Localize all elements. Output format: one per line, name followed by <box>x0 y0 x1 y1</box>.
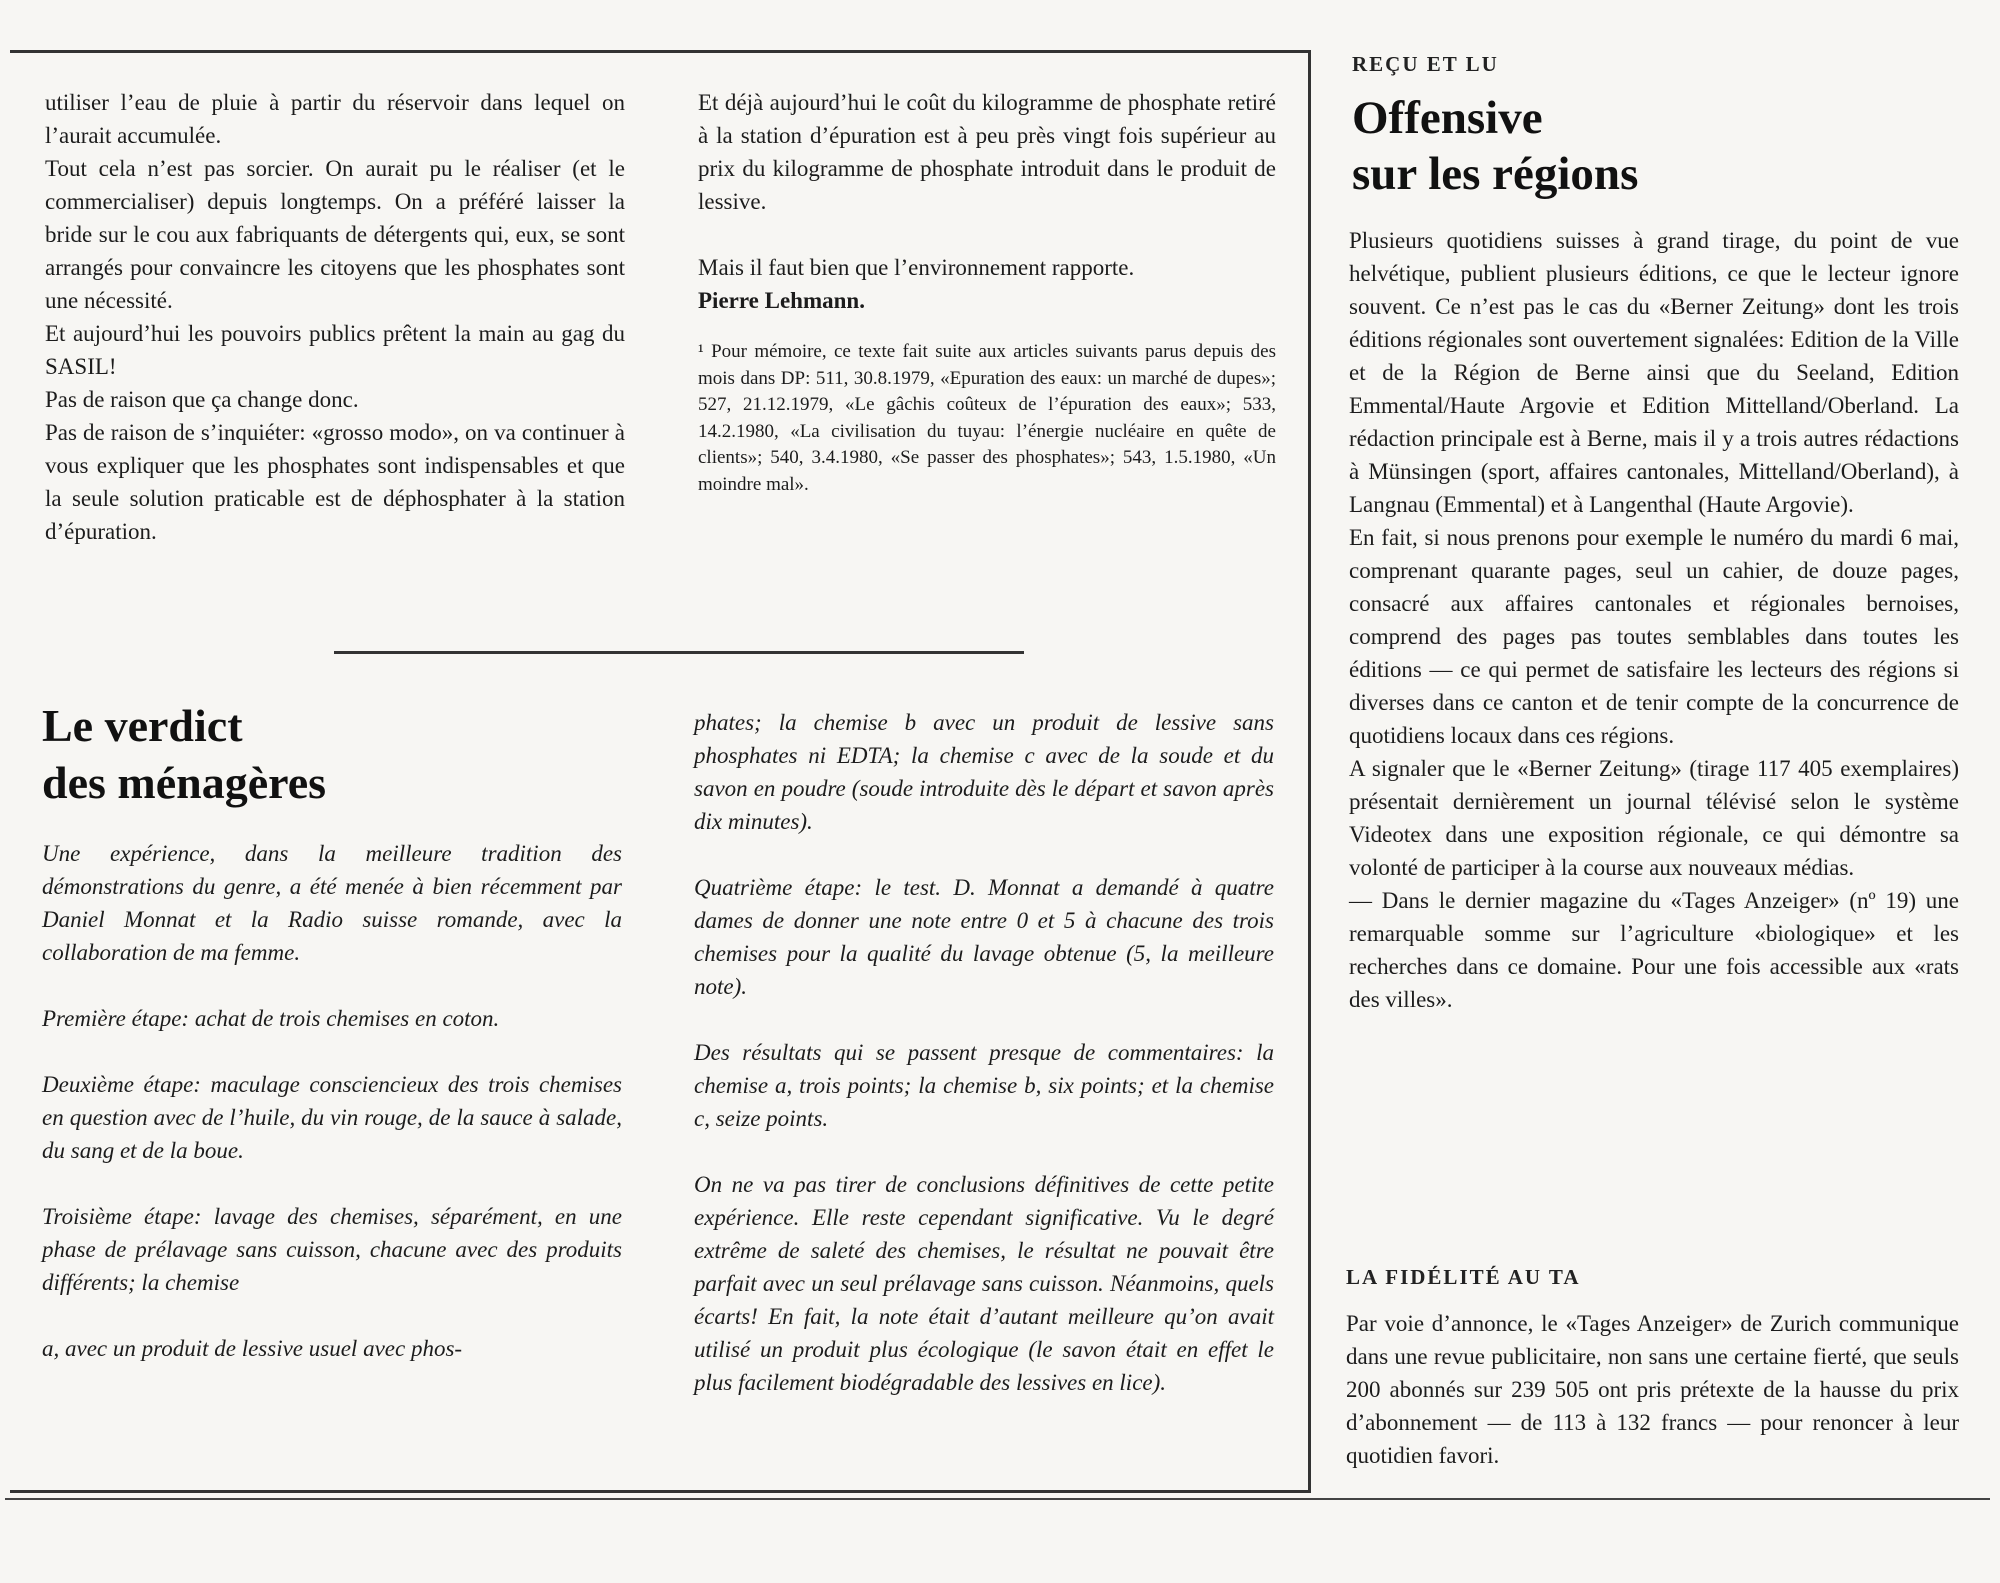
paragraph: Une expérience, dans la meilleure tradition des démonstrations du genre, a été menée à bien récemment par Daniel Monnat et la Radio suisse romande, avec la collaboration de ma femme. <box>42 841 622 965</box>
headline-line: Le verdict <box>42 700 243 751</box>
subhead: LA FIDÉLITÉ AU TA <box>1346 1265 1581 1289</box>
offensive-headline <box>1352 90 1638 202</box>
paragraph: Deuxième étape: maculage consciencieux des trois chemises en question avec de l’huile, du vin rouge, de la sauce à salade, du sang et de la boue. <box>42 1072 622 1163</box>
paragraph: Et aujourd’hui les pouvoirs publics prêtent la main au gag du SASIL! <box>45 321 625 379</box>
paragraph: Pas de raison que ça change donc. <box>45 387 359 412</box>
section-divider <box>334 651 1024 654</box>
paragraph: Quatrième étape: le test. D. Monnat a demandé à quatre dames de donner une note entre 0 et 5 à chacune des trois chemises pour la qualité du lavage obtenue (5, la meilleure note). <box>694 875 1274 999</box>
section-kicker: REÇU ET LU <box>1352 52 1499 76</box>
paragraph: utiliser l’eau de pluie à partir du réservoir dans lequel on l’aurait accumulée. <box>45 90 625 148</box>
paragraph: A signaler que le «Berner Zeitung» (tirage 117 405 exemplaires) présentait dernièrement un journal télévisé selon le système Videotex dans une exposition régionale, ce qui démontre sa volonté de participer à la course aux nouveaux médias. <box>1349 756 1959 880</box>
paragraph: Troisième étape: lavage des chemises, séparément, en une phase de prélavage sans cuisson, chacune avec des produits différents; la chemise <box>42 1204 622 1295</box>
paragraph: a, avec un produit de lessive usuel avec phos- <box>42 1336 463 1361</box>
headline-line: sur les régions <box>1352 148 1639 200</box>
paragraph: Des résultats qui se passent presque de commentaires: la chemise a, trois points; la chemise b, six points; et la chemise c, seize points. <box>694 1040 1274 1131</box>
bottom-rule <box>5 1498 1990 1500</box>
paragraph: En fait, si nous prenons pour exemple le numéro du mardi 6 mai, comprenant quarante pages, seul un cahier, de douze pages, consacré aux affaires cantonales et régionales bernoises, comprend des pages pas toutes semblables dans toutes les éditions — ce qui permet de satisfaire les lecteurs des régions si diverses dans ce canton et de tenir compte de la concurrence de quotidiens locaux dans ces régions. <box>1349 525 1959 748</box>
paragraph: Tout cela n’est pas sorcier. On aurait pu le réaliser (et le commercialiser) depuis longtemps. On a préféré laisser la bride sur le cou aux fabriquants de détergents qui, eux, se sont arrangés pour convaincre les citoyens que les phosphates sont une nécessité. <box>45 156 625 313</box>
phosphate-article-column-2 <box>698 86 1276 498</box>
paragraph: — Dans le dernier magazine du «Tages Anzeiger» (nº 19) une remarquable somme sur l’agriculture «biologique» et les recherches dans ce domaine. Pour une fois accessible aux «rats des villes». <box>1349 888 1959 1012</box>
offensive-article-body <box>1349 224 1959 1016</box>
paragraph: phates; la chemise b avec un produit de lessive sans phosphates ni EDTA; la chemise c avec de la soude et du savon en poudre (soude introduite dès le départ et savon après dix minutes). <box>694 710 1274 834</box>
paragraph: Pas de raison de s’inquiéter: «grosso modo», on va continuer à vous expliquer que les phosphates sont indispensables et que la seule solution praticable est de déphosphater à la station d’épuration. <box>45 420 625 544</box>
paragraph: Première étape: achat de trois chemises en coton. <box>42 1006 500 1031</box>
author-signature: Pierre Lehmann. <box>698 288 865 313</box>
paragraph: Par voie d’annonce, le «Tages Anzeiger» de Zurich communique dans une revue publicitaire, non sans une certaine fierté, que seuls 200 abonnés sur 239 505 ont pris prétexte de la hausse du prix d’abonnement — de 113 à 132 francs — pour renoncer à leur quotidien favori. <box>1346 1311 1959 1468</box>
phosphate-article-column-1 <box>45 86 625 548</box>
fidelite-article-body <box>1346 1307 1959 1472</box>
verdict-column-1 <box>42 837 622 1365</box>
headline-line: des ménagères <box>42 757 327 808</box>
footnote: ¹ Pour mémoire, ce texte fait suite aux articles suivants parus depuis des mois dans DP: 511, 30.8.1979, «Epuration des eaux: un marché de dupes»; 527, 21.12.1979, «Le gâchis coûteux de l’épuration des eaux»; 533, 14.2.1980, «La civilisation du tuyau: l’énergie nucléaire en quête de clients»; 540, 3.4.1980, «Se passer des phosphates»; 543, 1.5.1980, «Un moindre mal». <box>698 341 1276 495</box>
paragraph: Plusieurs quotidiens suisses à grand tirage, du point de vue helvétique, publient plusieurs éditions, ce que le lecteur ignore souvent. Ce n’est pas le cas du «Berner Zeitung» dont les trois éditions régionales sont ouvertement signalées: Edition de la Ville et de la Région de Berne ainsi que du Seeland, Edition Emmental/Haute Argovie et Edition Mittelland/Oberland. La rédaction principale est à Berne, mais il y a trois autres rédactions à Münsingen (sport, affaires cantonales, Mittelland/Oberland), à Langnau (Emmental) et à Langenthal (Haute Argovie). <box>1349 228 1959 517</box>
paragraph: Et déjà aujourd’hui le coût du kilogramme de phosphate retiré à la station d’épuration est à peu près vingt fois supérieur au prix du kilogramme de phosphate introduit dans le produit de lessive. <box>698 90 1276 214</box>
headline-line: Offensive <box>1352 92 1543 144</box>
paragraph: On ne va pas tirer de conclusions définitives de cette petite expérience. Elle reste cependant significative. Vu le degré extrême de saleté des chemises, le résultat ne pouvait être parfait avec un seul prélavage sans cuisson. Néanmoins, quels écarts! En fait, la note était d’autant meilleure qu’on avait utilisé un produit plus écologique (le savon était en effet le plus facilement biodégradable des lessives en lice). <box>694 1172 1274 1395</box>
verdict-headline <box>42 697 326 811</box>
paragraph: Mais il faut bien que l’environnement rapporte. <box>698 255 1135 280</box>
verdict-column-2 <box>694 706 1274 1399</box>
